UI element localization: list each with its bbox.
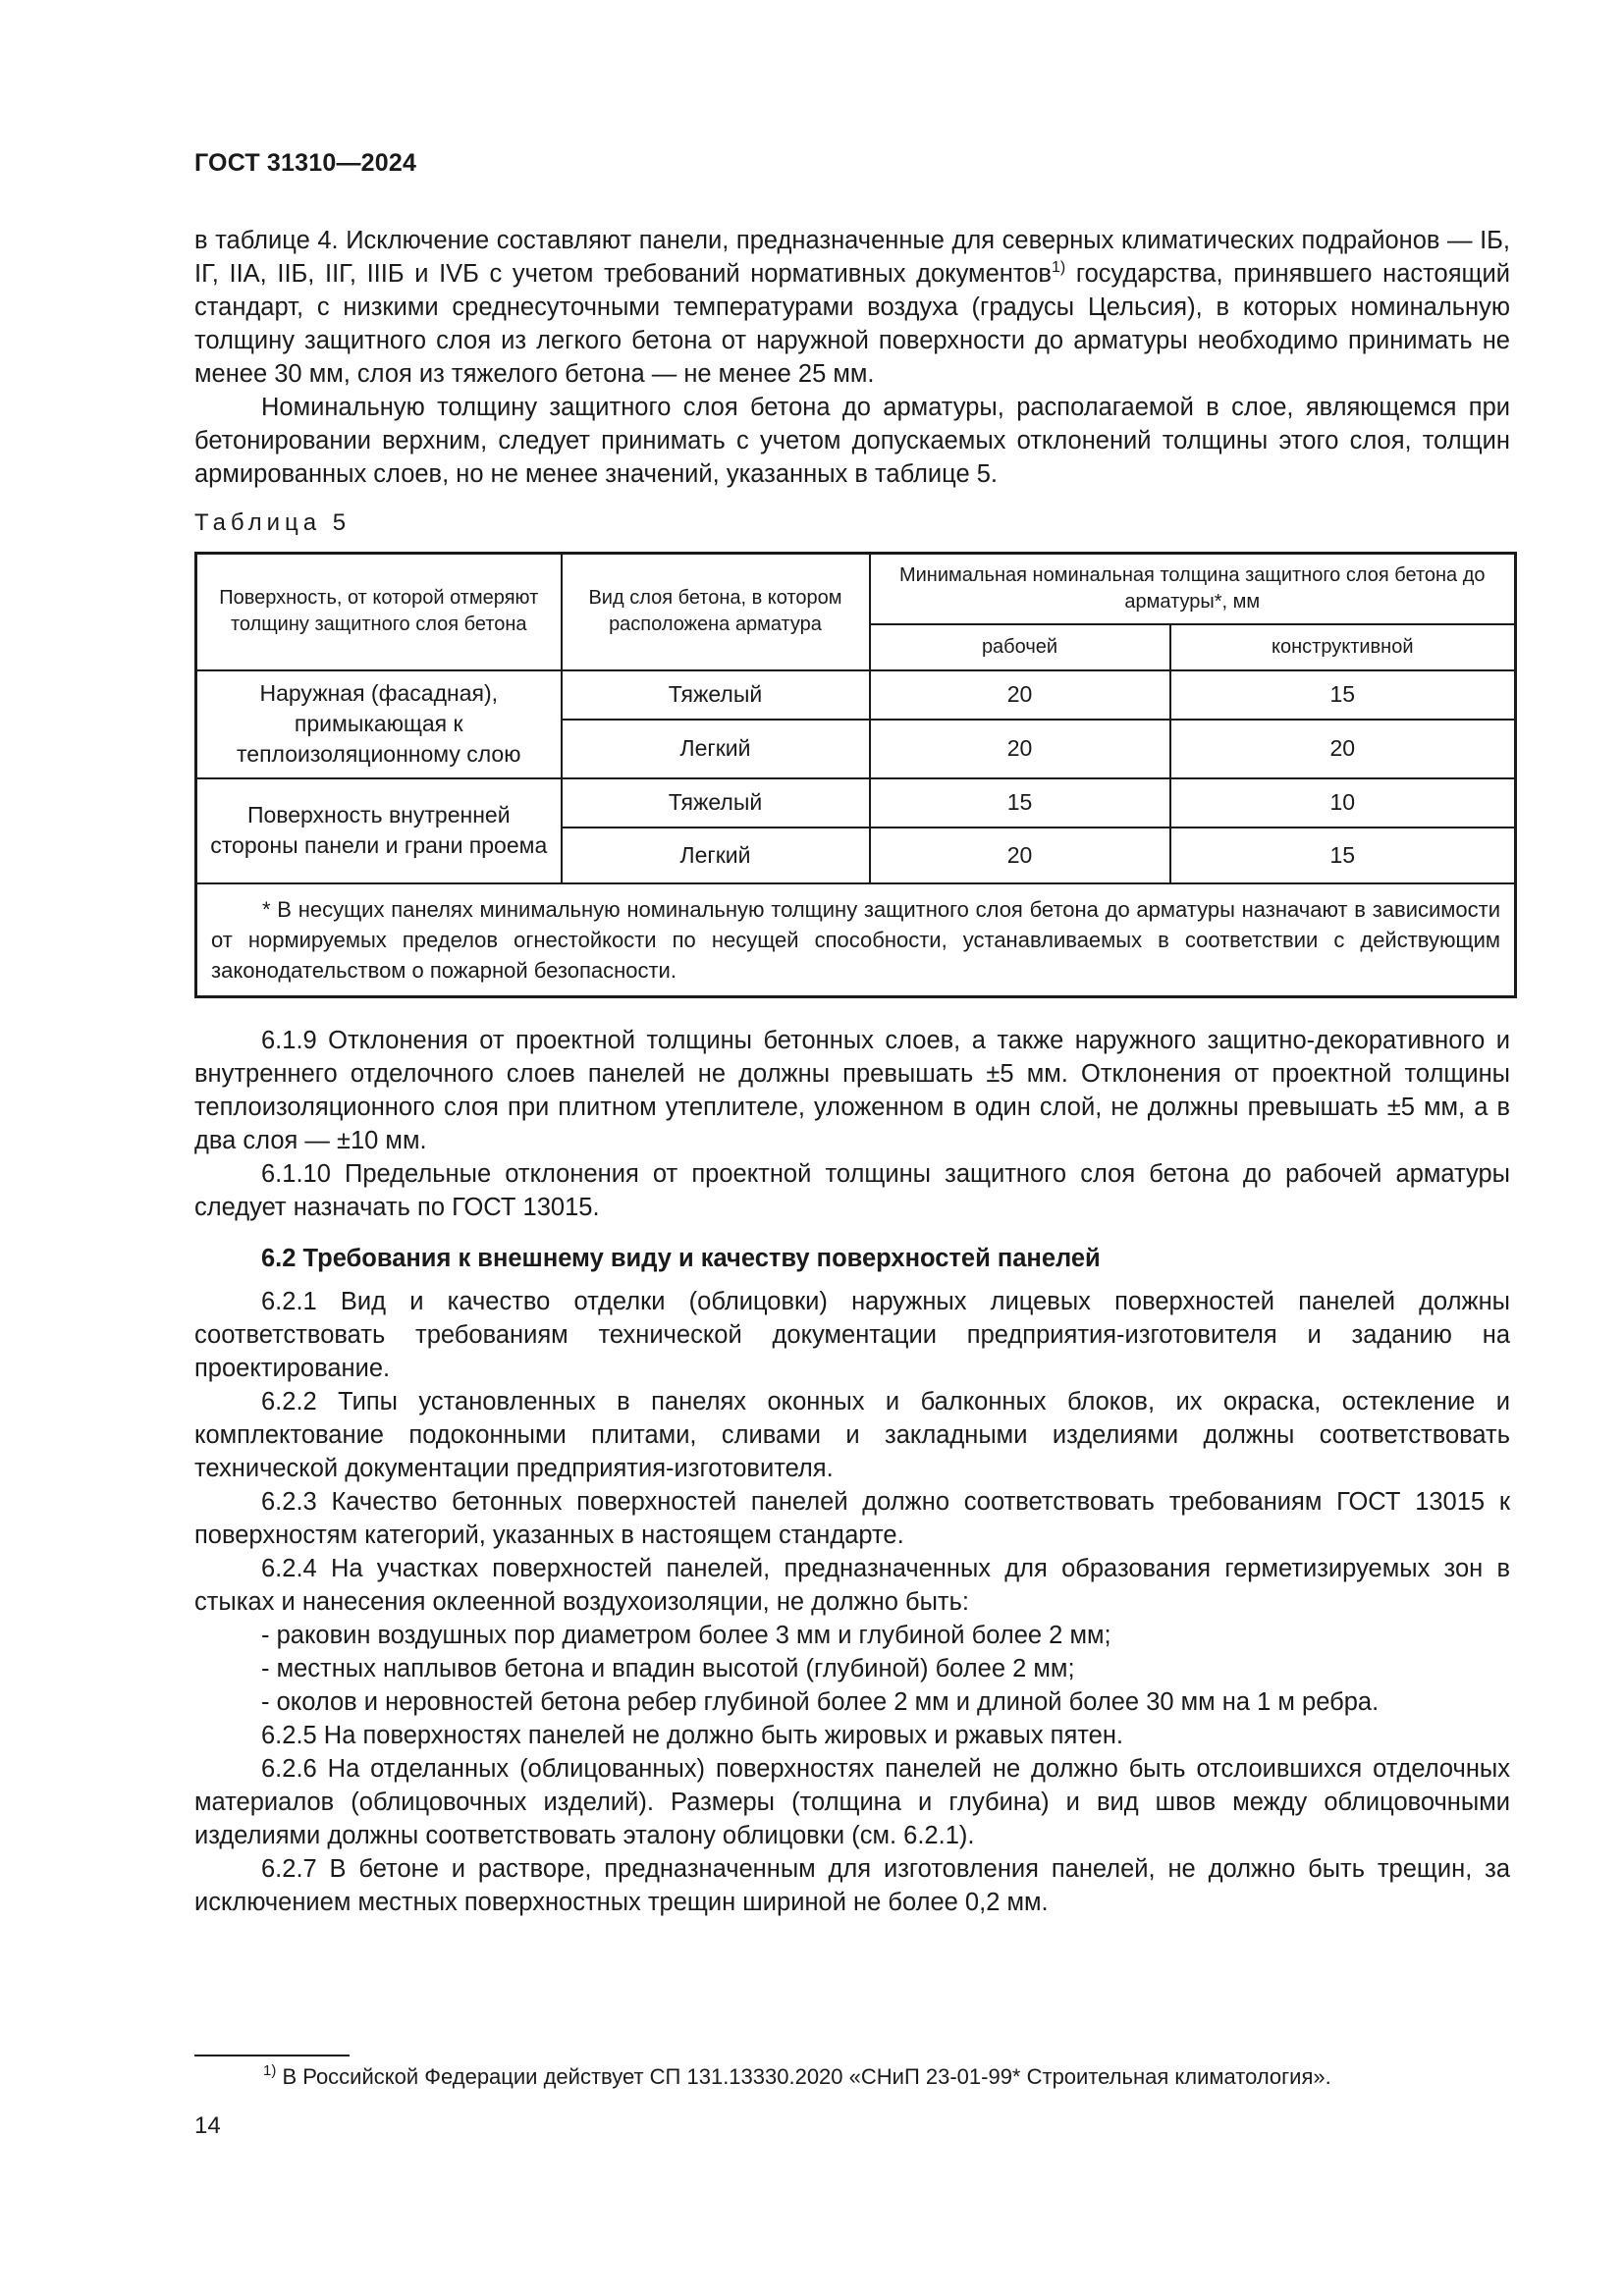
paragraph-6-2-1: 6.2.1 Вид и качество отделки (облицовки) наружных лицевых поверхностей панелей должны соответствовать требованиям технической документации предприятия-изготовителя и заданию на проектирование. (194, 1288, 1510, 1382)
intro-paragraph-1: в таблице 4. Исключение составляют панели, предназначенные для северных климатических подрайонов — IБ, IГ, IIА, IIБ, IIГ, IIIБ и IVБ с учетом требований нормативных документов$^{1)}$ государства, принявшего настоящий стандарт, с низкими среднесуточными температурами воздуха (градусы Цельсия), в которых номинальную толщину защитного слоя из легкого бетона от наружной поверхности до арматуры необходимо принимать не менее 30 мм, слоя из тяжелого бетона — не менее 25 мм. (194, 227, 1510, 388)
table-row (196, 670, 1516, 720)
intro-text (194, 224, 1510, 491)
paragraph-6-2-5: 6.2.5 На поверхностях панелей не должно быть жировых и ржавых пятен. (261, 1722, 1124, 1749)
table-5 (194, 552, 1517, 998)
row-working: 20 (870, 720, 1170, 778)
row-working: 20 (870, 670, 1170, 720)
intro-paragraph-2: Номинальную толщину защитного слоя бетона до арматуры, располагаемой в слое, являющемся при бетонировании верхним, следует принимать с учетом допускаемых отклонений толщины этого слоя, толщин армированных слоев, но не менее значений, указанных в таблице 5. (194, 394, 1510, 488)
row-layer: Легкий (562, 720, 870, 778)
footnote-text: В Российской Федерации действует СП 131.13330.2020 «СНиП 23-01-99* Строительная климатология». (276, 2064, 1331, 2089)
row-structural: 15 (1170, 828, 1516, 883)
row-surface-outer: Наружная (фасадная), примыкающая к теплоизоляционному слою (196, 670, 562, 778)
paragraph-6-2-7: 6.2.7 В бетоне и растворе, предназначенным для изготовления панелей, не должно быть трещин, за исключением местных поверхностных трещин шириной не более 0,2 мм. (194, 1855, 1510, 1916)
col-header-thickness: Минимальная номинальная толщина защитного слоя бетона до арматуры*, мм (870, 554, 1516, 624)
footnote (263, 2064, 1331, 2090)
footnote-divider (194, 2055, 350, 2056)
row-layer: Тяжелый (562, 670, 870, 720)
row-surface-inner: Поверхность внутренней стороны панели и грани проема (196, 778, 562, 883)
paragraph-6-2-3: 6.2.3 Качество бетонных поверхностей панелей должно соответствовать требованиям ГОСТ 13015 к поверхностям категорий, указанных в настоящем стандарте. (194, 1488, 1510, 1549)
list-item: - раковин воздушных пор диаметром более 3 мм и глубиной более 2 мм; (261, 1622, 1111, 1649)
row-structural: 15 (1170, 670, 1516, 720)
section-heading-6-2: 6.2 Требования к внешнему виду и качеству поверхностей панелей (261, 1245, 1101, 1272)
row-layer: Тяжелый (562, 778, 870, 828)
row-structural: 10 (1170, 778, 1516, 828)
paragraph-6-1-10: 6.1.10 Предельные отклонения от проектной толщины защитного слоя бетона до рабочей арматуры следует назначать по ГОСТ 13015. (194, 1160, 1510, 1221)
section-6-2-text (194, 1242, 1510, 1919)
page-number: 14 (194, 2112, 221, 2139)
table-row (196, 778, 1516, 828)
col-header-surface: Поверхность, от которой отмеряют толщину защитного слоя бетона (196, 554, 562, 670)
footnote-marker: 1) (263, 2062, 277, 2079)
row-structural: 20 (1170, 720, 1516, 778)
paragraph-6-2-2: 6.2.2 Типы установленных в панелях оконных и балконных блоков, их окраска, остекление и комплектование подоконными плитами, сливами и закладными изделиями должны соответствовать технической документации предприятия-изготовителя. (194, 1388, 1510, 1482)
paragraph-6-1-9: 6.1.9 Отклонения от проектной толщины бетонных слоев, а также наружного защитно-декоративного и внутреннего отделочного слоев панелей не должны превышать ±5 мм. Отклонения от проектной толщины теплоизоляционного слоя при плитном утеплителе, уложенном в один слой, не должны превышать ±5 мм, а в два слоя — ±10 мм. (194, 1027, 1510, 1154)
row-working: 20 (870, 828, 1170, 883)
table-note: * В несущих панелях минимальную номинальную толщину защитного слоя бетона до арматуры назначают в зависимости от нормируемых пределов огнестойкости по несущей способности, устанавливаемых в соответствии с действующим законодательством о пожарной безопасности. (196, 883, 1516, 997)
section-6-1-text (194, 1024, 1510, 1224)
table-caption: Таблица 5 (194, 509, 352, 536)
paragraph-6-2-6: 6.2.6 На отделанных (облицованных) поверхностях панелей не должно быть отслоившихся отделочных материалов (облицовочных изделий). Размеры (толщина и глубина) и вид швов между облицовочными изделиями должны соответствовать эталону облицовки (см. 6.2.1). (194, 1755, 1510, 1849)
row-layer: Легкий (562, 828, 870, 883)
col-header-layer: Вид слоя бетона, в котором расположена арматура (562, 554, 870, 670)
paragraph-6-2-4: 6.2.4 На участках поверхностей панелей, предназначенных для образования герметизируемых зон в стыках и нанесения оклеенной воздухоизоляции, не должно быть: (194, 1555, 1510, 1616)
sub-header-structural: конструктивной (1170, 624, 1516, 670)
footnote-ref: 1) (1051, 259, 1066, 276)
list-item: - околов и неровностей бетона ребер глубиной более 2 мм и длиной более 30 мм на 1 м ребра. (261, 1688, 1380, 1716)
row-working: 15 (870, 778, 1170, 828)
list-item: - местных наплывов бетона и впадин высотой (глубиной) более 2 мм; (261, 1655, 1075, 1682)
document-header: ГОСТ 31310—2024 (194, 149, 417, 177)
sub-header-working: рабочей (870, 624, 1170, 670)
